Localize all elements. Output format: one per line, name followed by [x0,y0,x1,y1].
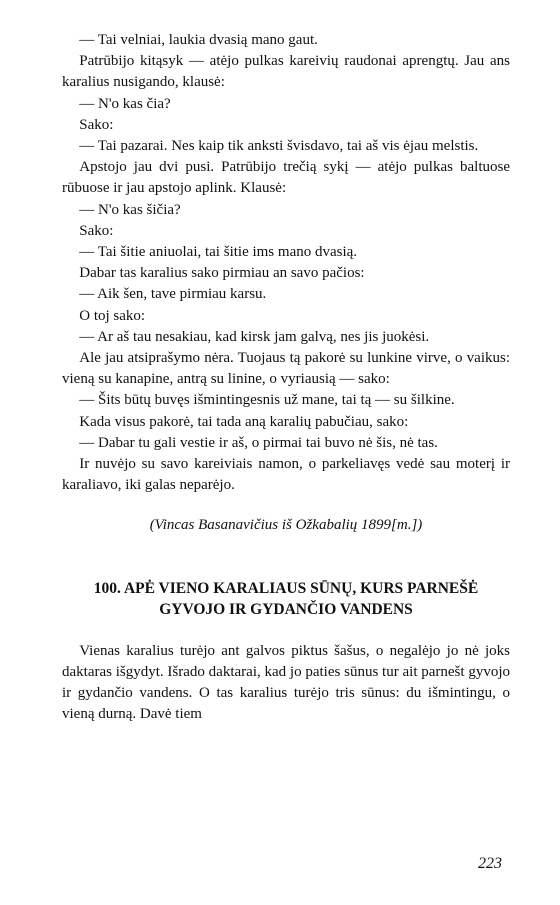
chapter-title-line: GYVOJO IR GYDANČIO VANDENS [159,601,413,619]
paragraph: Patrūbijo kitąsyk — atėjo pulkas kareivių raudonai aprengtų. Jau ans karalius nusigando, klausė: [62,53,510,91]
paragraph: — Tai pazarai. Nes kaip tik anksti švisdavo, tai aš vis ėjau melstis. [79,138,479,155]
paragraph: Sako: [79,222,114,239]
paragraph: — Šits būtų buvęs išmintingesnis už mane, tai tą — su šilkine. [79,392,455,409]
paragraph: — Ar aš tau nesakiau, kad kirsk jam galvą, nes jis juokėsi. [79,328,430,345]
paragraph: Ir nuvėjo su savo kareiviais namon, o parkeliavęs vedė sau moterį ir karaliavo, iki galas neparėjo. [62,456,510,494]
page-number: 223 [478,855,502,872]
paragraph: — Dabar tu gali vestie ir aš, o pirmai tai buvo nė šis, nė tas. [79,434,438,451]
chapter-title [62,578,510,621]
paragraph: Dabar tas karalius sako pirmiau an savo pačios: [79,265,365,282]
paragraph: — N'o kas čia? [79,95,171,112]
paragraph: — Tai velniai, laukia dvasią mano gaut. [79,32,318,48]
paragraph: Sako: [79,116,114,133]
paragraph: Kada visus pakorė, tai tada aną karalių pabučiau, sako: [79,413,409,430]
paragraph: Vienas karalius turėjo ant galvos piktus šašus, o negalėjo jo nė joks daktaras išgydyt. Išrado daktarai, kad jo paties sūnus tur ait parnešt gyvojo ir gydančio vandens. O tas karalius turėjo tris sūnus: du išmintingu, o vieną durną. Davė tiem [62,642,510,723]
book-page [62,30,510,725]
paragraph: — Tai šitie aniuolai, tai šitie ims mano dvasią. [79,244,358,261]
source-attribution: (Vincas Basanavičius iš Ožkabalių 1899[m.]) [149,517,423,534]
paragraph: O toj sako: [79,307,146,324]
paragraph: Apstojo jau dvi pusi. Patrūbijo trečią sykį — atėjo pulkas baltuose rūbuose ir jau apstojo aplink. Klausė: [62,159,510,197]
paragraph: — Aik šen, tave pirmiau karsu. [79,286,267,303]
story-beginning-text [62,641,510,726]
paragraph: — N'o kas šičia? [79,201,181,218]
paragraph: Ale jau atsiprašymo nėra. Tuojaus tą pakorė su lunkine virve, o vaikus: vieną su kanapine, antrą su linine, o vyriausią — sako: [62,350,510,388]
story-ending-text [62,30,510,496]
chapter-title-line: 100. APĖ VIENO KARALIAUS SŪNŲ, KURS PARNEŠĖ [93,579,479,597]
